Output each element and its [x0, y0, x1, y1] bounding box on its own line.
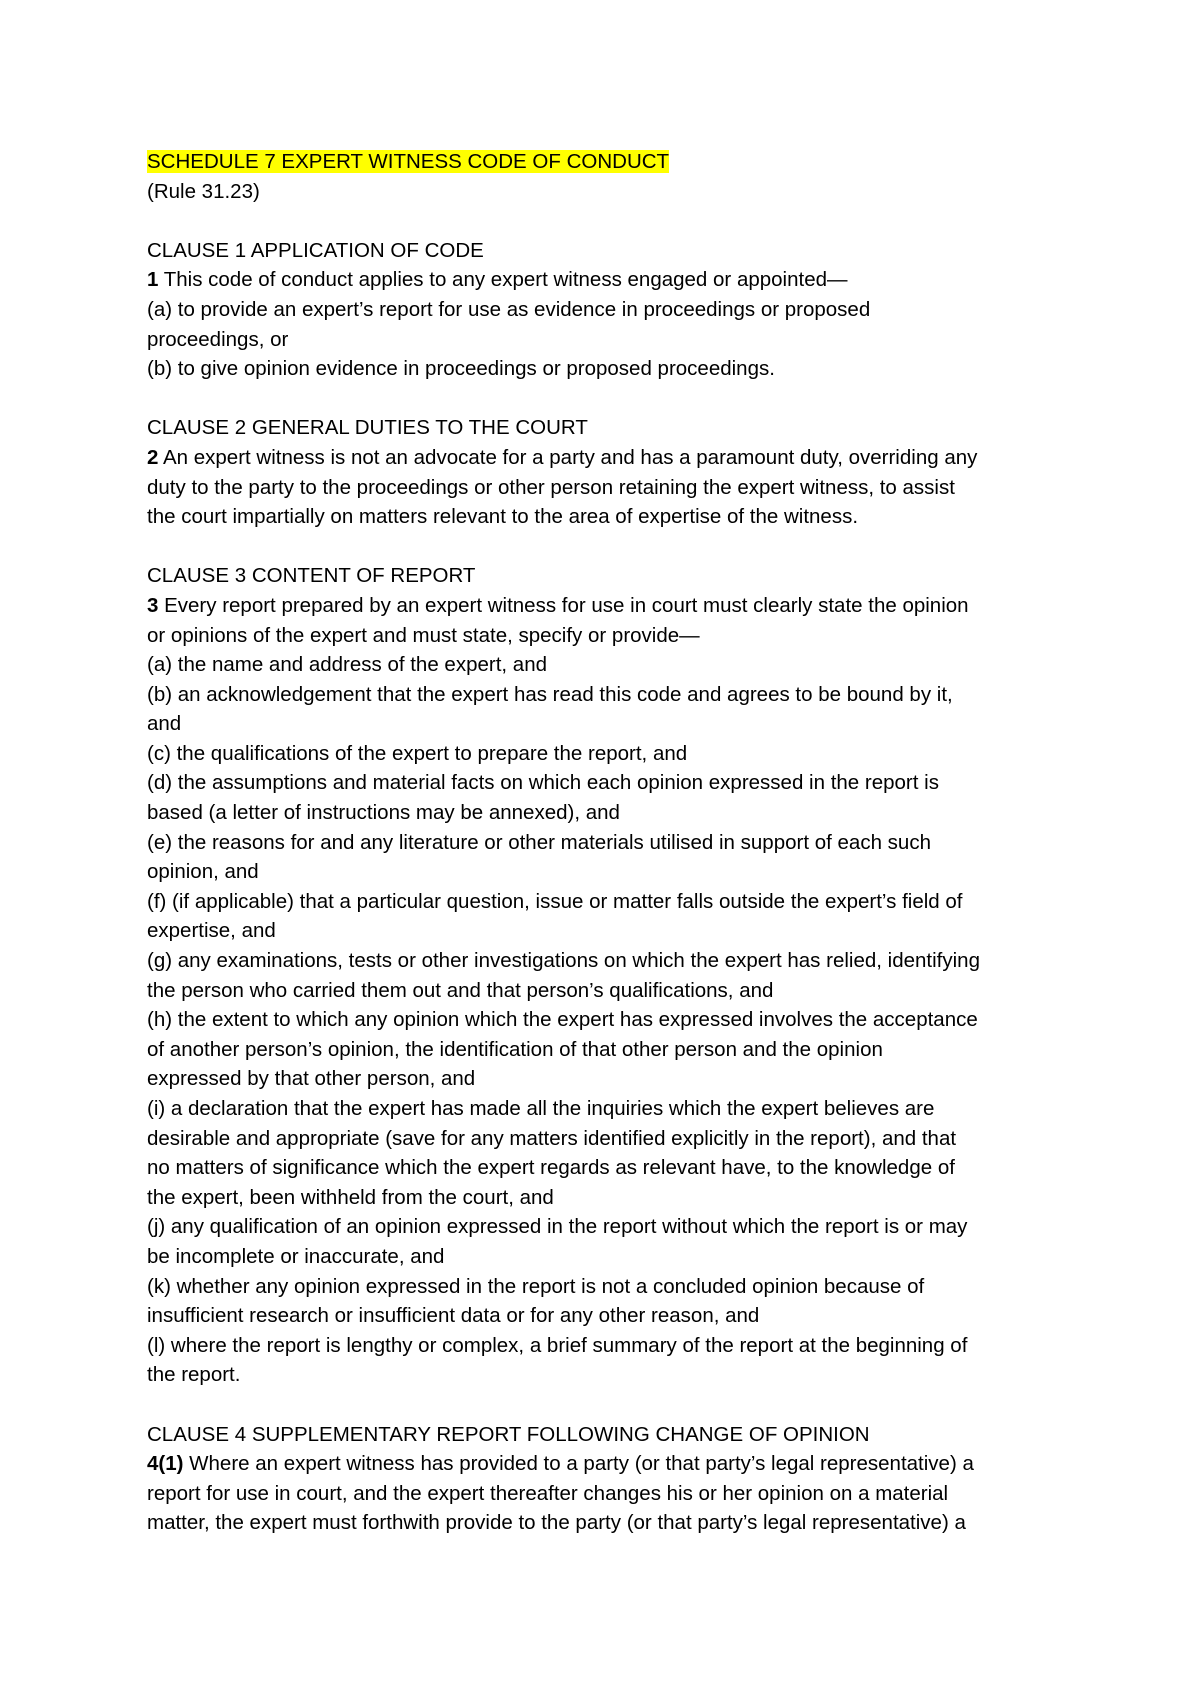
- clause-4-text-start: Where an expert witness has provided to a party (or that party’s legal representative) a: [183, 1452, 974, 1476]
- clause-2-line: the court impartially on matters relevant to the area of expertise of the witness.: [147, 505, 859, 529]
- clause-3-line: and: [147, 712, 182, 736]
- spacer: [147, 206, 1067, 236]
- clause-1-number: 1: [147, 268, 159, 292]
- clause-3-line: based (a letter of instructions may be annexed), and: [147, 801, 620, 825]
- spacer: [147, 532, 1067, 562]
- clause-3-line: the report.: [147, 1363, 241, 1387]
- clause-3-line: the expert, been withheld from the court, and: [147, 1185, 554, 1209]
- clause-1-line: (b) to give opinion evidence in proceedings or proposed proceedings.: [147, 357, 775, 381]
- clause-3-line: (j) any qualification of an opinion expressed in the report without which the report is or may: [147, 1215, 968, 1239]
- clause-3-line: (k) whether any opinion expressed in the report is not a concluded opinion because of: [147, 1274, 925, 1298]
- clause-2-heading: CLAUSE 2 GENERAL DUTIES TO THE COURT: [147, 416, 588, 440]
- clause-3-line: (e) the reasons for and any literature or other materials utilised in support of each such: [147, 830, 931, 854]
- clause-3-line: or opinions of the expert and must state, specify or provide—: [147, 623, 700, 647]
- clause-3-line: (c) the qualifications of the expert to prepare the report, and: [147, 741, 688, 765]
- clause-3-line: (d) the assumptions and material facts on which each opinion expressed in the report is: [147, 771, 939, 795]
- clause-3-number: 3: [147, 593, 159, 617]
- clause-2-text: [147, 443, 1067, 473]
- clause-3-line: (h) the extent to which any opinion which the expert has expressed involves the acceptance: [147, 1008, 978, 1032]
- clause-3-line: expressed by that other person, and: [147, 1067, 476, 1091]
- clause-2-text-start: An expert witness is not an advocate for a party and has a paramount duty, overriding any: [158, 445, 978, 469]
- clause-1-line: proceedings, or: [147, 327, 289, 351]
- clause-3-line: expertise, and: [147, 919, 276, 943]
- clause-3-line: the person who carried them out and that person’s qualifications, and: [147, 978, 774, 1002]
- clause-3-line: no matters of significance which the expert regards as relevant have, to the knowledge of: [147, 1156, 955, 1180]
- clause-1-text-start: This code of conduct applies to any expert witness engaged or appointed—: [158, 268, 848, 292]
- document-title-line: [147, 147, 1067, 177]
- clause-3-line: be incomplete or inaccurate, and: [147, 1244, 445, 1268]
- clause-3-line: desirable and appropriate (save for any matters identified explicitly in the report), and that: [147, 1126, 957, 1150]
- clause-3-line: (a) the name and address of the expert, and: [147, 653, 548, 677]
- clause-3-text-start: Every report prepared by an expert witness for use in court must clearly state the opinion: [158, 593, 969, 617]
- spacer: [147, 1390, 1067, 1420]
- clause-3-line: opinion, and: [147, 860, 259, 884]
- document-title: SCHEDULE 7 EXPERT WITNESS CODE OF CONDUCT: [147, 150, 670, 173]
- clause-3-line: insufficient research or insufficient data or for any other reason, and: [147, 1304, 760, 1328]
- clause-3-line: (f) (if applicable) that a particular question, issue or matter falls outside the expert’s field of: [147, 889, 963, 913]
- clause-1-heading: CLAUSE 1 APPLICATION OF CODE: [147, 238, 484, 262]
- clause-4-line: matter, the expert must forthwith provide to the party (or that party’s legal representative) a: [147, 1511, 966, 1535]
- clause-4-line: report for use in court, and the expert thereafter changes his or her opinion on a material: [147, 1481, 949, 1505]
- clause-3-line: (g) any examinations, tests or other investigations on which the expert has relied, identifying: [147, 949, 980, 973]
- clause-2-number: 2: [147, 445, 159, 469]
- clause-2-line: duty to the party to the proceedings or other person retaining the expert witness, to assist: [147, 475, 955, 499]
- clause-3-line: of another person’s opinion, the identification of that other person and the opinion: [147, 1037, 883, 1061]
- clause-1-text: [147, 265, 1067, 295]
- clause-3-line: (i) a declaration that the expert has made all the inquiries which the expert believes are: [147, 1097, 935, 1120]
- clause-3-line: (l) where the report is lengthy or complex, a brief summary of the report at the beginning of: [147, 1333, 968, 1357]
- clause-3-heading: CLAUSE 3 CONTENT OF REPORT: [147, 564, 476, 588]
- clause-1-line: (a) to provide an expert’s report for use as evidence in proceedings or proposed: [147, 297, 871, 321]
- rule-reference: (Rule 31.23): [147, 179, 260, 203]
- clause-4-text: [147, 1449, 1067, 1479]
- clause-3-line: (b) an acknowledgement that the expert has read this code and agrees to be bound by it,: [147, 682, 953, 706]
- document-body: [147, 147, 1067, 1538]
- clause-4-heading: CLAUSE 4 SUPPLEMENTARY REPORT FOLLOWING CHANGE OF OPINION: [147, 1422, 870, 1446]
- clause-4-number: 4(1): [147, 1452, 184, 1476]
- spacer: [147, 384, 1067, 414]
- clause-3-text: [147, 591, 1067, 621]
